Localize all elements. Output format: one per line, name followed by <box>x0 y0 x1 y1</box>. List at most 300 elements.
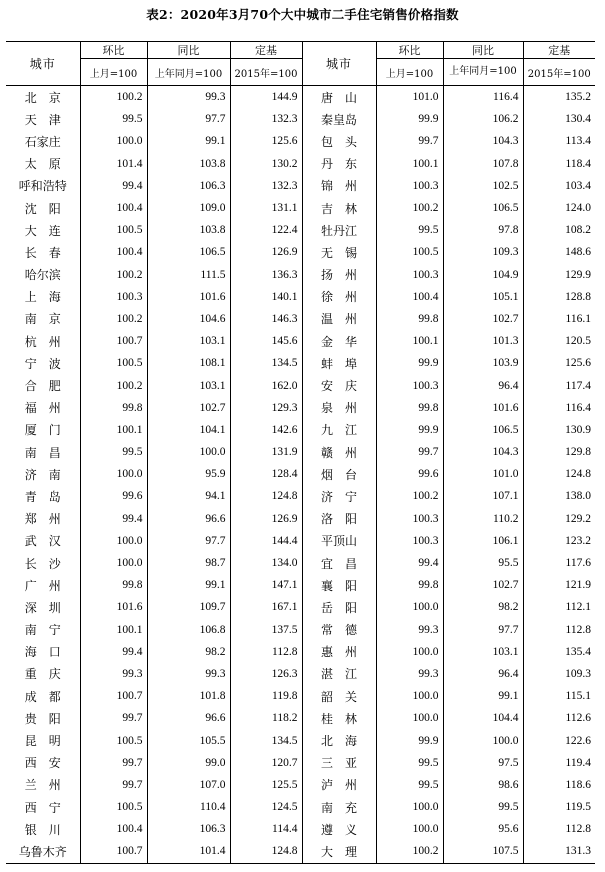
city-name-right: 锦 州 <box>320 179 357 194</box>
huanbi-value-left: 100.7 <box>80 840 147 863</box>
table-row <box>6 219 595 241</box>
city-name-right: 金 华 <box>320 334 357 349</box>
tongbi-value-right: 99.5 <box>443 796 523 818</box>
tongbi-value-left: 103.1 <box>147 374 230 396</box>
dingji-value-right: 135.2 <box>523 86 595 109</box>
table-row <box>6 463 595 485</box>
tongbi-value-left: 96.6 <box>147 707 230 729</box>
tongbi-value-right: 101.3 <box>443 330 523 352</box>
tongbi-value-right: 104.9 <box>443 264 523 286</box>
table-row <box>6 840 595 863</box>
dingji-value-right: 112.8 <box>523 818 595 840</box>
huanbi-value-right: 99.9 <box>376 729 443 751</box>
tongbi-value-right: 110.2 <box>443 508 523 530</box>
dingji-value-left: 146.3 <box>230 308 302 330</box>
dingji-value-right: 108.2 <box>523 219 595 241</box>
huanbi-value-left: 99.8 <box>80 574 147 596</box>
huanbi-value-left: 100.4 <box>80 241 147 263</box>
tongbi-value-right: 109.3 <box>443 241 523 263</box>
city-name-right: 惠 州 <box>320 645 357 660</box>
dingji-value-right: 129.9 <box>523 264 595 286</box>
table-row <box>6 330 595 352</box>
city-name-right: 桂 林 <box>320 711 357 726</box>
tongbi-value-left: 100.0 <box>147 441 230 463</box>
tongbi-value-left: 109.7 <box>147 596 230 618</box>
city-name-left: 杭 州 <box>24 334 61 349</box>
city-name-left: 成 都 <box>24 689 61 704</box>
huanbi-value-left: 99.6 <box>80 485 147 507</box>
table-row <box>6 264 595 286</box>
huanbi-value-left: 99.4 <box>80 175 147 197</box>
city-name-left: 厦 门 <box>24 423 61 438</box>
table-title: 表2：2020年3月70个大中城市二手住宅销售价格指数 <box>146 7 459 22</box>
huanbi-value-right: 99.7 <box>376 441 443 463</box>
dingji-value-left: 137.5 <box>230 619 302 641</box>
tongbi-value-left: 97.7 <box>147 530 230 552</box>
tongbi-value-left: 103.1 <box>147 330 230 352</box>
tongbi-value-left: 102.7 <box>147 397 230 419</box>
tongbi-value-right: 96.4 <box>443 663 523 685</box>
city-name-left: 南 宁 <box>24 623 61 638</box>
dingji-value-right: 123.2 <box>523 530 595 552</box>
dingji-value-left: 129.3 <box>230 397 302 419</box>
dingji-value-left: 131.9 <box>230 441 302 463</box>
dingji-value-right: 116.1 <box>523 308 595 330</box>
tongbi-header-right: 同比 <box>443 42 523 59</box>
city-name-right: 温 州 <box>320 312 357 327</box>
dingji-value-right: 117.4 <box>523 374 595 396</box>
dingji-value-right: 118.4 <box>523 153 595 175</box>
huanbi-value-left: 100.4 <box>80 197 147 219</box>
huanbi-value-right: 100.0 <box>376 818 443 840</box>
huanbi-value-left: 100.7 <box>80 685 147 707</box>
huanbi-value-left: 100.0 <box>80 463 147 485</box>
city-name-left: 西 安 <box>24 756 61 771</box>
tongbi-value-left: 96.6 <box>147 508 230 530</box>
dingji-value-left: 124.5 <box>230 796 302 818</box>
huanbi-value-right: 100.3 <box>376 508 443 530</box>
tongbi-value-right: 95.5 <box>443 552 523 574</box>
tongbi-header-left: 同比 <box>147 42 230 59</box>
huanbi-value-right: 100.4 <box>376 286 443 308</box>
dingji-value-left: 130.2 <box>230 153 302 175</box>
table-row <box>6 241 595 263</box>
dingji-value-right: 103.4 <box>523 175 595 197</box>
tongbi-value-right: 101.0 <box>443 463 523 485</box>
table-body <box>6 86 595 864</box>
tongbi-value-left: 99.0 <box>147 752 230 774</box>
city-name-left: 太 原 <box>24 157 61 172</box>
tongbi-value-right: 98.6 <box>443 774 523 796</box>
city-name-left: 福 州 <box>24 401 61 416</box>
city-name-right: 平顶山 <box>320 534 357 549</box>
city-name-left: 郑 州 <box>24 512 61 527</box>
dingji-value-right: 117.6 <box>523 552 595 574</box>
table-row <box>6 374 595 396</box>
tongbi-value-left: 103.8 <box>147 219 230 241</box>
dingji-value-left: 147.1 <box>230 574 302 596</box>
dingji-value-right: 113.4 <box>523 130 595 152</box>
table-row <box>6 108 595 130</box>
city-name-left: 昆 明 <box>24 734 61 749</box>
tongbi-base-right <box>443 59 523 86</box>
huanbi-value-left: 99.4 <box>80 508 147 530</box>
city-name-left: 兰 州 <box>24 778 61 793</box>
city-name-left: 深 圳 <box>24 600 61 615</box>
huanbi-value-left: 100.3 <box>80 286 147 308</box>
tongbi-value-left: 106.8 <box>147 619 230 641</box>
city-name-right: 韶 关 <box>320 689 357 704</box>
dingji-value-left: 112.8 <box>230 641 302 663</box>
huanbi-value-right: 99.8 <box>376 397 443 419</box>
tongbi-value-left: 98.7 <box>147 552 230 574</box>
tongbi-value-right: 99.1 <box>443 685 523 707</box>
huanbi-header-right: 环比 <box>376 42 443 59</box>
huanbi-value-right: 100.2 <box>376 840 443 863</box>
huanbi-value-right: 99.5 <box>376 752 443 774</box>
huanbi-value-right: 101.0 <box>376 86 443 109</box>
dingji-value-right: 138.0 <box>523 485 595 507</box>
dingji-value-right: 148.6 <box>523 241 595 263</box>
city-name-right: 丹 东 <box>320 157 357 172</box>
huanbi-value-right: 99.9 <box>376 352 443 374</box>
huanbi-value-right: 100.5 <box>376 241 443 263</box>
huanbi-value-left: 100.5 <box>80 219 147 241</box>
city-name-right: 宜 昌 <box>320 556 357 571</box>
city-name-right: 岳 阳 <box>320 600 357 615</box>
tongbi-value-right: 102.7 <box>443 308 523 330</box>
huanbi-value-left: 99.7 <box>80 752 147 774</box>
huanbi-value-left: 100.1 <box>80 619 147 641</box>
tongbi-value-left: 99.3 <box>147 663 230 685</box>
dingji-value-left: 122.4 <box>230 219 302 241</box>
dingji-value-right: 120.5 <box>523 330 595 352</box>
tongbi-value-right: 95.6 <box>443 818 523 840</box>
huanbi-value-right: 99.5 <box>376 219 443 241</box>
tongbi-value-right: 106.5 <box>443 419 523 441</box>
table-row <box>6 86 595 109</box>
table-row <box>6 308 595 330</box>
tongbi-value-left: 106.5 <box>147 241 230 263</box>
dingji-value-left: 132.3 <box>230 108 302 130</box>
tongbi-base-right-text: 上年同月=100 <box>449 66 517 77</box>
dingji-value-right: 112.1 <box>523 596 595 618</box>
city-name-left: 西 宁 <box>24 800 61 815</box>
huanbi-value-right: 100.1 <box>376 330 443 352</box>
tongbi-value-left: 104.6 <box>147 308 230 330</box>
huanbi-value-right: 99.8 <box>376 308 443 330</box>
city-name-right: 湛 江 <box>320 667 357 682</box>
tongbi-value-left: 99.1 <box>147 574 230 596</box>
huanbi-value-left: 100.7 <box>80 330 147 352</box>
dingji-value-right: 125.6 <box>523 352 595 374</box>
tongbi-value-left: 104.1 <box>147 419 230 441</box>
tongbi-value-left: 109.0 <box>147 197 230 219</box>
huanbi-value-left: 99.8 <box>80 397 147 419</box>
city-name-left: 天 津 <box>24 112 61 127</box>
city-name-left: 广 州 <box>24 578 61 593</box>
huanbi-value-right: 100.3 <box>376 374 443 396</box>
tongbi-value-right: 107.8 <box>443 153 523 175</box>
huanbi-value-right: 100.3 <box>376 175 443 197</box>
tongbi-value-left: 95.9 <box>147 463 230 485</box>
city-name-left: 沈 阳 <box>24 201 61 216</box>
huanbi-value-right: 99.9 <box>376 108 443 130</box>
tongbi-value-right: 105.1 <box>443 286 523 308</box>
dingji-value-left: 126.9 <box>230 508 302 530</box>
dingji-value-right: 118.6 <box>523 774 595 796</box>
city-name-right: 包 头 <box>320 134 357 149</box>
city-name-right: 九 江 <box>320 423 357 438</box>
tongbi-value-right: 104.3 <box>443 130 523 152</box>
city-name-right: 徐 州 <box>320 290 357 305</box>
huanbi-value-left: 100.5 <box>80 352 147 374</box>
city-name-left: 呼和浩特 <box>18 179 67 194</box>
table-row <box>6 619 595 641</box>
city-name-right: 安 庆 <box>320 379 357 394</box>
dingji-value-left: 128.4 <box>230 463 302 485</box>
city-name-left: 乌鲁木齐 <box>6 840 80 863</box>
table-row <box>6 818 595 840</box>
city-name-left: 银 川 <box>24 822 61 837</box>
huanbi-base-left: 上月=100 <box>80 59 147 86</box>
dingji-value-right: 124.0 <box>523 197 595 219</box>
city-name-left: 上 海 <box>24 290 61 305</box>
tongbi-value-left: 106.3 <box>147 175 230 197</box>
city-name-right: 烟 台 <box>320 467 357 482</box>
table-row <box>6 130 595 152</box>
tongbi-value-right: 100.0 <box>443 729 523 751</box>
tongbi-value-right: 98.2 <box>443 596 523 618</box>
tongbi-value-right: 102.5 <box>443 175 523 197</box>
dingji-value-right: 112.6 <box>523 707 595 729</box>
huanbi-value-left: 99.7 <box>80 774 147 796</box>
city-name-left: 贵 阳 <box>24 711 61 726</box>
dingji-value-right: 112.8 <box>523 619 595 641</box>
dingji-value-left: 162.0 <box>230 374 302 396</box>
huanbi-value-left: 100.2 <box>80 86 147 109</box>
dingji-value-left: 132.3 <box>230 175 302 197</box>
huanbi-value-left: 99.7 <box>80 707 147 729</box>
huanbi-value-right: 99.7 <box>376 130 443 152</box>
tongbi-value-right: 116.4 <box>443 86 523 109</box>
dingji-value-left: 126.9 <box>230 241 302 263</box>
dingji-value-left: 118.2 <box>230 707 302 729</box>
huanbi-base-right: 上月=100 <box>376 59 443 86</box>
city-name-right: 遵 义 <box>320 822 357 837</box>
table-row <box>6 574 595 596</box>
city-name-right: 南 充 <box>320 800 357 815</box>
city-name-right: 泉 州 <box>320 401 357 416</box>
tongbi-value-left: 108.1 <box>147 352 230 374</box>
table-row <box>6 552 595 574</box>
tongbi-value-right: 97.8 <box>443 219 523 241</box>
tongbi-value-left: 103.8 <box>147 153 230 175</box>
table-row <box>6 796 595 818</box>
city-name-right: 秦皇岛 <box>320 112 357 127</box>
city-name-right: 无 锡 <box>320 245 357 260</box>
city-name-right: 襄 阳 <box>320 578 357 593</box>
tongbi-value-left: 106.3 <box>147 818 230 840</box>
dingji-value-left: 145.6 <box>230 330 302 352</box>
table-row <box>6 707 595 729</box>
huanbi-value-right: 100.3 <box>376 530 443 552</box>
table-row <box>6 774 595 796</box>
dingji-header-left: 定基 <box>230 42 302 59</box>
city-name-right: 牡丹江 <box>320 223 357 238</box>
tongbi-value-right: 102.7 <box>443 574 523 596</box>
table-row <box>6 530 595 552</box>
tongbi-value-right: 103.9 <box>443 352 523 374</box>
city-name-right: 吉 林 <box>320 201 357 216</box>
city-name-right: 泸 州 <box>320 778 357 793</box>
table-row <box>6 197 595 219</box>
huanbi-value-left: 100.1 <box>80 419 147 441</box>
city-name-right: 唐 山 <box>320 90 357 105</box>
huanbi-value-left: 100.2 <box>80 374 147 396</box>
huanbi-value-right: 99.3 <box>376 619 443 641</box>
table-row <box>6 729 595 751</box>
table-row <box>6 352 595 374</box>
dingji-value-right: 131.3 <box>523 840 595 863</box>
huanbi-value-left: 100.0 <box>80 530 147 552</box>
dingji-value-left: 114.4 <box>230 818 302 840</box>
huanbi-value-left: 100.2 <box>80 308 147 330</box>
tongbi-value-right: 101.6 <box>443 397 523 419</box>
huanbi-value-left: 100.0 <box>80 130 147 152</box>
huanbi-value-left: 99.5 <box>80 108 147 130</box>
dingji-value-left: 144.4 <box>230 530 302 552</box>
huanbi-value-right: 100.0 <box>376 596 443 618</box>
huanbi-value-left: 100.5 <box>80 729 147 751</box>
dingji-value-right: 130.9 <box>523 419 595 441</box>
city-name-right: 蚌 埠 <box>320 356 357 371</box>
table-row <box>6 485 595 507</box>
city-name-left: 青 岛 <box>24 489 61 504</box>
huanbi-value-right: 100.0 <box>376 641 443 663</box>
huanbi-value-right: 99.6 <box>376 463 443 485</box>
city-name-right: 洛 阳 <box>320 512 357 527</box>
tongbi-value-left: 101.8 <box>147 685 230 707</box>
price-index-table <box>6 41 595 864</box>
huanbi-value-left: 100.0 <box>80 552 147 574</box>
city-name-right: 济 宁 <box>320 489 357 504</box>
dingji-value-right: 109.3 <box>523 663 595 685</box>
dingji-value-right: 119.5 <box>523 796 595 818</box>
dingji-value-right: 115.1 <box>523 685 595 707</box>
table-row <box>6 153 595 175</box>
dingji-value-right: 129.8 <box>523 441 595 463</box>
dingji-value-left: 142.6 <box>230 419 302 441</box>
huanbi-value-right: 100.0 <box>376 796 443 818</box>
city-name-left: 北 京 <box>24 90 61 105</box>
dingji-value-left: 140.1 <box>230 286 302 308</box>
tongbi-value-left: 111.5 <box>147 264 230 286</box>
dingji-value-right: 129.2 <box>523 508 595 530</box>
tongbi-value-right: 107.5 <box>443 840 523 863</box>
city-name-left: 海 口 <box>24 645 61 660</box>
dingji-value-left: 134.5 <box>230 352 302 374</box>
huanbi-value-right: 100.2 <box>376 485 443 507</box>
city-name-left: 重 庆 <box>24 667 61 682</box>
city-header-left: 城市 <box>6 42 80 86</box>
city-name-right: 三 亚 <box>320 756 357 771</box>
dingji-value-left: 167.1 <box>230 596 302 618</box>
dingji-value-left: 120.7 <box>230 752 302 774</box>
tongbi-value-left: 107.0 <box>147 774 230 796</box>
dingji-value-right: 135.4 <box>523 641 595 663</box>
dingji-value-right: 128.8 <box>523 286 595 308</box>
dingji-value-right: 116.4 <box>523 397 595 419</box>
dingji-value-left: 134.5 <box>230 729 302 751</box>
dingji-value-right: 124.8 <box>523 463 595 485</box>
table-row <box>6 685 595 707</box>
tongbi-value-right: 97.7 <box>443 619 523 641</box>
city-name-left: 南 京 <box>24 312 61 327</box>
table-row <box>6 419 595 441</box>
tongbi-value-right: 107.1 <box>443 485 523 507</box>
dingji-value-right: 122.6 <box>523 729 595 751</box>
table-row <box>6 441 595 463</box>
table-row <box>6 663 595 685</box>
city-name-left: 宁 波 <box>24 356 61 371</box>
huanbi-value-right: 100.1 <box>376 153 443 175</box>
dingji-value-left: 131.1 <box>230 197 302 219</box>
tongbi-value-left: 105.5 <box>147 729 230 751</box>
tongbi-value-right: 106.2 <box>443 108 523 130</box>
huanbi-value-right: 99.5 <box>376 774 443 796</box>
city-name-left: 石家庄 <box>24 134 61 149</box>
huanbi-value-left: 100.2 <box>80 264 147 286</box>
dingji-value-left: 125.5 <box>230 774 302 796</box>
city-name-right: 北 海 <box>320 734 357 749</box>
tongbi-value-right: 106.5 <box>443 197 523 219</box>
huanbi-value-right: 99.3 <box>376 663 443 685</box>
dingji-value-left: 119.8 <box>230 685 302 707</box>
tongbi-base-left: 上年同月=100 <box>147 59 230 86</box>
dingji-value-left: 125.6 <box>230 130 302 152</box>
dingji-value-left: 136.3 <box>230 264 302 286</box>
city-name-right: 常 德 <box>320 623 357 638</box>
city-header-right: 城市 <box>302 42 376 86</box>
city-name-left: 长 沙 <box>24 556 61 571</box>
dingji-base-right: 2015年=100 <box>523 59 595 86</box>
dingji-value-left: 144.9 <box>230 86 302 109</box>
tongbi-value-right: 106.1 <box>443 530 523 552</box>
huanbi-value-right: 99.8 <box>376 574 443 596</box>
dingji-value-left: 124.8 <box>230 485 302 507</box>
tongbi-value-left: 94.1 <box>147 485 230 507</box>
tongbi-value-right: 103.1 <box>443 641 523 663</box>
huanbi-value-left: 99.3 <box>80 663 147 685</box>
table-row <box>6 286 595 308</box>
city-name-left: 武 汉 <box>24 534 61 549</box>
table-row <box>6 397 595 419</box>
table-row <box>6 508 595 530</box>
huanbi-value-left: 99.4 <box>80 641 147 663</box>
table-row <box>6 175 595 197</box>
table-row <box>6 641 595 663</box>
tongbi-value-left: 101.4 <box>147 840 230 863</box>
huanbi-value-left: 101.6 <box>80 596 147 618</box>
huanbi-value-right: 100.0 <box>376 707 443 729</box>
tongbi-value-right: 104.3 <box>443 441 523 463</box>
huanbi-value-right: 100.0 <box>376 685 443 707</box>
huanbi-value-right: 100.2 <box>376 197 443 219</box>
tongbi-value-left: 98.2 <box>147 641 230 663</box>
dingji-value-left: 134.0 <box>230 552 302 574</box>
dingji-value-right: 130.4 <box>523 108 595 130</box>
